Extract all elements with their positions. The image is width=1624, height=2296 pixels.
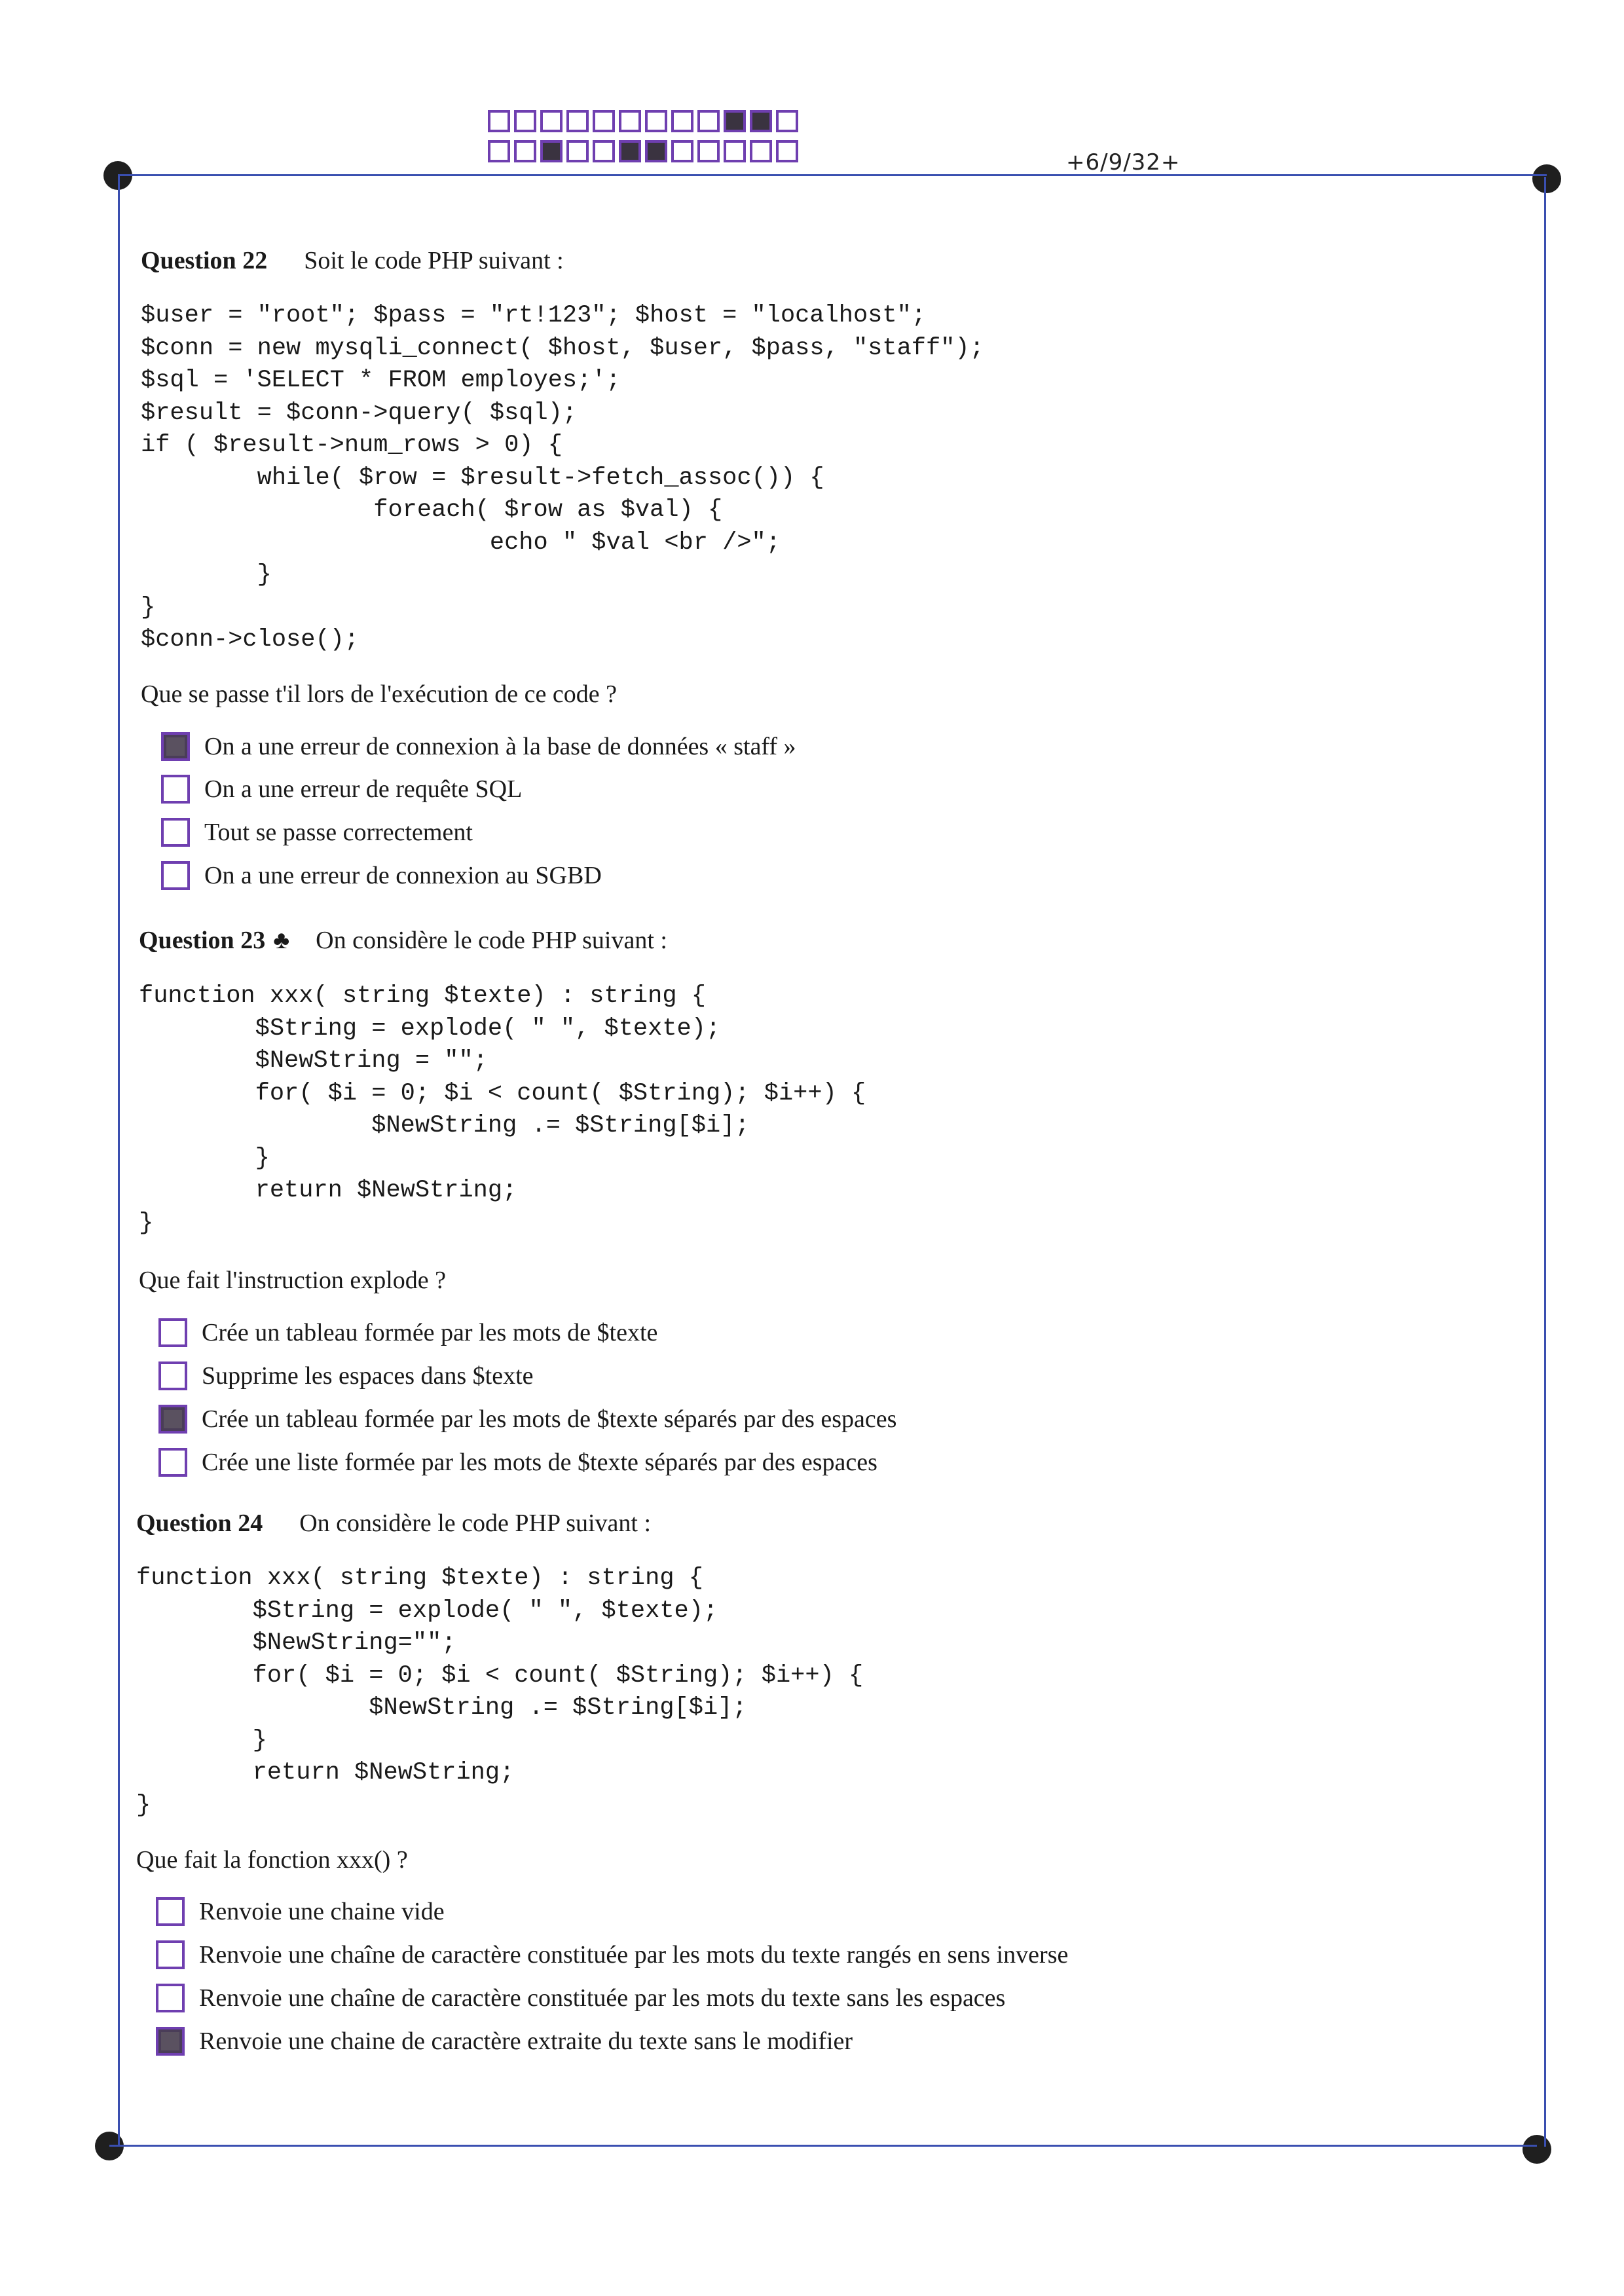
student-id-boxes-row-1 <box>488 110 802 132</box>
q22-answer-4[interactable] <box>161 861 602 890</box>
answer-label: Renvoie une chaine de caractère extraite du texte sans le modifier <box>199 2028 853 2055</box>
answer-label: Crée un tableau formée par les mots de $texte séparés par des espaces <box>202 1405 897 1433</box>
id-box <box>566 110 589 132</box>
id-box <box>645 140 667 162</box>
q24-answer-4[interactable] <box>156 2027 853 2056</box>
question-24-code: function xxx( string $texte) : string { $String = explode( " ", $texte); $NewString=""; for( $i = 0; $i < count( $String); $i++) { $NewString .= $String[$i]; } return $NewString; } <box>136 1565 864 1819</box>
id-box <box>645 110 667 132</box>
question-intro: Soit le code PHP suivant : <box>304 247 564 274</box>
q23-answer-4[interactable] <box>158 1448 877 1477</box>
question-number: Question 23 <box>139 927 266 954</box>
checkbox[interactable] <box>156 1984 185 2012</box>
id-box <box>619 140 641 162</box>
answer-label: On a une erreur de requête SQL <box>204 775 523 803</box>
id-box <box>776 140 798 162</box>
answer-label: Crée un tableau formée par les mots de $texte <box>202 1319 658 1346</box>
checkbox[interactable] <box>156 1940 185 1969</box>
checkbox[interactable] <box>161 775 190 804</box>
answer-label: On a une erreur de connexion à la base de données « staff » <box>204 733 796 760</box>
checkbox[interactable] <box>158 1405 187 1434</box>
id-box <box>514 110 536 132</box>
question-intro: On considère le code PHP suivant : <box>299 1509 652 1537</box>
checkbox[interactable] <box>156 2027 185 2056</box>
question-23-header <box>139 926 667 955</box>
question-23-code: function xxx( string $texte) : string { $String = explode( " ", $texte); $NewString = ""; for( $i = 0; $i < count( $String); $i++) { $NewString .= $String[$i]; } return $NewString; } <box>139 982 866 1237</box>
frame-left <box>118 176 120 2145</box>
id-box <box>540 110 563 132</box>
id-box <box>750 140 772 162</box>
id-box <box>724 140 746 162</box>
question-23-prompt: Que fait l'instruction explode ? <box>139 1267 447 1294</box>
id-box <box>488 110 510 132</box>
id-box <box>671 140 693 162</box>
question-24-header <box>136 1509 651 1538</box>
id-box <box>619 110 641 132</box>
id-box <box>540 140 563 162</box>
frame-bottom <box>109 2145 1537 2147</box>
answer-label: Supprime les espaces dans $texte <box>202 1362 534 1390</box>
answer-label: Renvoie une chaîne de caractère constituée par les mots du texte sans les espaces <box>199 1984 1006 2012</box>
answer-label: Renvoie une chaîne de caractère constituée par les mots du texte rangés en sens inverse <box>199 1941 1069 1969</box>
page-identifier: +6/9/32+ <box>1066 149 1181 176</box>
question-22-header <box>141 246 564 275</box>
q22-answer-2[interactable] <box>161 775 522 804</box>
id-box <box>776 110 798 132</box>
id-box <box>514 140 536 162</box>
q22-answer-3[interactable] <box>161 818 473 847</box>
q23-answer-3[interactable] <box>158 1405 896 1434</box>
q24-answer-2[interactable] <box>156 1940 1068 1969</box>
q22-answer-1[interactable] <box>161 732 796 761</box>
checkbox[interactable] <box>156 1897 185 1926</box>
checkbox[interactable] <box>158 1448 187 1477</box>
id-box <box>697 110 720 132</box>
checkbox[interactable] <box>158 1318 187 1347</box>
question-number: Question 22 <box>141 247 268 274</box>
frame-right <box>1544 177 1546 2147</box>
question-22-prompt: Que se passe t'il lors de l'exécution de ce code ? <box>141 680 617 708</box>
answer-label: On a une erreur de connexion au SGBD <box>204 862 602 889</box>
q23-answer-1[interactable] <box>158 1318 657 1347</box>
checkbox[interactable] <box>161 732 190 761</box>
question-24-prompt: Que fait la fonction xxx() ? <box>136 1846 408 1874</box>
q24-answer-3[interactable] <box>156 1984 1005 2012</box>
answer-label: Renvoie une chaine vide <box>199 1898 445 1925</box>
checkbox[interactable] <box>158 1361 187 1390</box>
registration-mark-bottom-right <box>1522 2135 1551 2164</box>
registration-mark-top-right <box>1532 164 1561 193</box>
id-box <box>697 140 720 162</box>
id-box <box>593 110 615 132</box>
answer-label: Crée une liste formée par les mots de $texte séparés par des espaces <box>202 1449 877 1476</box>
checkbox[interactable] <box>161 818 190 847</box>
q23-answer-2[interactable] <box>158 1361 534 1390</box>
question-number: Question 24 <box>136 1509 263 1537</box>
question-22-code: $user = "root"; $pass = "rt!123"; $host = "localhost"; $conn = new mysqli_connect( $host, $user, $pass, "staff"); $sql = 'SELECT * FROM employes;'; $result = $conn->query( $sql); if ( $result->num_rows > 0) { while( $row = $result->fetch_assoc()) { foreach( $row as $val) { echo " $val <br />"; } } $conn->close(); <box>141 302 984 654</box>
student-id-boxes-row-2 <box>488 140 802 162</box>
id-box <box>593 140 615 162</box>
frame-top <box>118 174 1547 176</box>
question-intro: On considère le code PHP suivant : <box>316 927 667 954</box>
id-box <box>750 110 772 132</box>
id-box <box>671 110 693 132</box>
checkbox[interactable] <box>161 861 190 890</box>
id-box <box>566 140 589 162</box>
answer-label: Tout se passe correctement <box>204 819 473 846</box>
id-box <box>724 110 746 132</box>
club-icon: ♣ <box>273 927 290 954</box>
q24-answer-1[interactable] <box>156 1897 445 1926</box>
id-box <box>488 140 510 162</box>
